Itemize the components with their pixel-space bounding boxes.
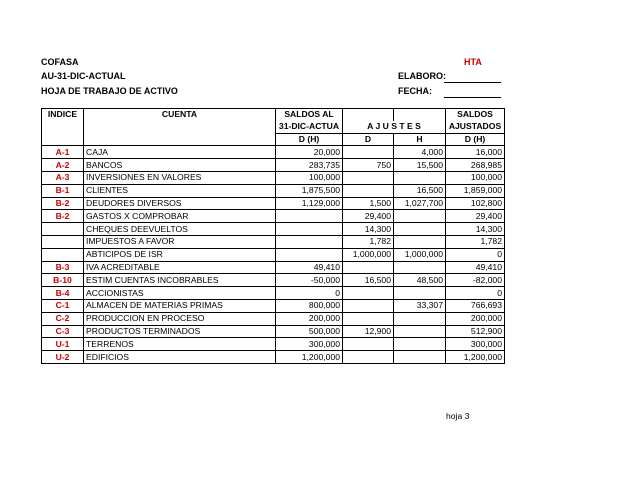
elaboro-label: ELABORO: (398, 71, 446, 81)
table-row (42, 287, 505, 300)
cell-saldo-ajustado[interactable]: 1,782 (446, 235, 505, 248)
cell-ajuste-h[interactable] (394, 338, 446, 351)
col-saldos-al: SALDOS AL (276, 109, 343, 121)
cell-saldo[interactable]: 800,000 (276, 299, 343, 312)
cell-saldo-ajustado[interactable]: 0 (446, 287, 505, 300)
cell-ajuste-h[interactable]: 1,027,700 (394, 197, 446, 210)
cell-saldo-ajustado[interactable]: -82,000 (446, 274, 505, 287)
cell-saldo-ajustado[interactable]: 14,300 (446, 223, 505, 236)
cell-ajuste-d[interactable]: 1,500 (343, 197, 394, 210)
table-row (42, 210, 505, 223)
cell-indice[interactable]: U-1 (42, 338, 84, 351)
company-name: COFASA (41, 57, 79, 67)
cell-cuenta[interactable]: PRODUCCION EN PROCESO (84, 312, 276, 325)
cell-saldo-ajustado[interactable]: 268,985 (446, 159, 505, 172)
table-row (42, 146, 505, 159)
cell-ajuste-h[interactable] (394, 171, 446, 184)
cell-ajuste-h[interactable]: 4,000 (394, 146, 446, 159)
cell-ajuste-d[interactable] (343, 351, 394, 364)
col-saldos: SALDOS (446, 109, 505, 121)
elaboro-line[interactable] (444, 82, 501, 83)
col-ajustados: AJUSTADOS (446, 121, 505, 133)
cell-ajuste-d[interactable] (343, 312, 394, 325)
cell-ajuste-h[interactable] (394, 325, 446, 338)
cell-indice[interactable]: C-3 (42, 325, 84, 338)
cell-saldo[interactable]: 1,200,000 (276, 351, 343, 364)
cell-cuenta[interactable]: CHEQUES DEEVUELTOS (84, 223, 276, 236)
table-row (42, 159, 505, 172)
table-row (42, 261, 505, 274)
worksheet-table (41, 108, 505, 364)
cell-indice[interactable] (42, 223, 84, 236)
cell-ajuste-d[interactable] (343, 146, 394, 159)
cell-ajuste-d[interactable]: 1,000,000 (343, 248, 394, 261)
cell-ajuste-h[interactable] (394, 261, 446, 274)
cell-cuenta[interactable]: CAJA (84, 146, 276, 159)
fecha-label: FECHA: (398, 86, 432, 96)
cell-saldo[interactable] (276, 223, 343, 236)
col-ajustes: A J U S T E S (343, 121, 446, 133)
table-row (42, 299, 505, 312)
cell-cuenta[interactable]: PRODUCTOS TERMINADOS (84, 325, 276, 338)
table-row (42, 248, 505, 261)
cell-cuenta[interactable]: TERRENOS (84, 338, 276, 351)
cell-indice[interactable]: U-2 (42, 351, 84, 364)
cell-saldo[interactable]: 0 (276, 287, 343, 300)
sheet-code: HTA (464, 57, 482, 67)
audit-reference: AU-31-DIC-ACTUAL (41, 71, 126, 81)
cell-saldo[interactable]: 20,000 (276, 146, 343, 159)
cell-cuenta[interactable]: DEUDORES DIVERSOS (84, 197, 276, 210)
cell-cuenta[interactable]: IMPUESTOS A FAVOR (84, 235, 276, 248)
cell-indice[interactable]: A-1 (42, 146, 84, 159)
cell-cuenta[interactable]: ACCIONISTAS (84, 287, 276, 300)
cell-cuenta[interactable]: ABTICIPOS DE ISR (84, 248, 276, 261)
table-row (42, 274, 505, 287)
cell-saldo[interactable] (276, 235, 343, 248)
cell-ajuste-d[interactable] (343, 299, 394, 312)
cell-ajuste-h[interactable]: 15,500 (394, 159, 446, 172)
header-row-3 (42, 133, 505, 146)
cell-saldo[interactable] (276, 248, 343, 261)
cell-ajuste-h[interactable] (394, 223, 446, 236)
cell-ajuste-h[interactable] (394, 351, 446, 364)
cell-cuenta[interactable]: EDIFICIOS (84, 351, 276, 364)
cell-ajuste-d[interactable]: 16,500 (343, 274, 394, 287)
col-indice: INDICE (42, 109, 84, 121)
cell-cuenta[interactable]: IVA ACREDITABLE (84, 261, 276, 274)
fecha-line[interactable] (444, 97, 501, 98)
cell-ajuste-h[interactable]: 16,500 (394, 184, 446, 197)
cell-ajuste-d[interactable] (343, 184, 394, 197)
cell-saldo[interactable]: 1,129,000 (276, 197, 343, 210)
sheet-title: HOJA DE TRABAJO DE ACTIVO (41, 86, 178, 96)
cell-saldo-ajustado[interactable]: 29,400 (446, 210, 505, 223)
cell-saldo-ajustado[interactable]: 1,859,000 (446, 184, 505, 197)
table-row (42, 197, 505, 210)
cell-saldo-ajustado[interactable]: 766,693 (446, 299, 505, 312)
table-row (42, 325, 505, 338)
cell-indice[interactable]: B-2 (42, 197, 84, 210)
cell-saldo-ajustado[interactable]: 0 (446, 248, 505, 261)
table-row (42, 338, 505, 351)
cell-indice[interactable]: A-2 (42, 159, 84, 172)
col-ajustados-dh: D (H) (446, 133, 505, 146)
cell-ajuste-h[interactable] (394, 287, 446, 300)
cell-ajuste-d[interactable]: 750 (343, 159, 394, 172)
cell-saldo[interactable]: 200,000 (276, 312, 343, 325)
cell-indice[interactable]: B-3 (42, 261, 84, 274)
cell-ajuste-d[interactable]: 29,400 (343, 210, 394, 223)
cell-cuenta[interactable]: BANCOS (84, 159, 276, 172)
cell-ajuste-d[interactable] (343, 287, 394, 300)
cell-indice[interactable]: B-1 (42, 184, 84, 197)
cell-saldo-ajustado[interactable]: 512,900 (446, 325, 505, 338)
cell-ajuste-d[interactable]: 14,300 (343, 223, 394, 236)
cell-ajuste-d[interactable]: 12,900 (343, 325, 394, 338)
cell-saldo[interactable]: 300,000 (276, 338, 343, 351)
col-cuenta: CUENTA (84, 109, 276, 121)
cell-ajuste-h[interactable]: 1,000,000 (394, 248, 446, 261)
header-row-1 (42, 109, 505, 121)
cell-ajuste-d[interactable]: 1,782 (343, 235, 394, 248)
col-saldos-date: 31-DIC-ACTUA (276, 121, 343, 133)
cell-cuenta[interactable]: ALMACEN DE MATERIAS PRIMAS (84, 299, 276, 312)
cell-saldo-ajustado[interactable]: 300,000 (446, 338, 505, 351)
cell-saldo[interactable]: 500,000 (276, 325, 343, 338)
cell-indice[interactable]: B-2 (42, 210, 84, 223)
cell-saldo-ajustado[interactable]: 16,000 (446, 146, 505, 159)
cell-cuenta[interactable]: CLIENTES (84, 184, 276, 197)
col-ajustes-d: D (343, 133, 394, 146)
cell-saldo-ajustado[interactable]: 200,000 (446, 312, 505, 325)
cell-saldo[interactable]: 1,875,500 (276, 184, 343, 197)
table-row (42, 312, 505, 325)
cell-ajuste-d[interactable] (343, 338, 394, 351)
cell-saldo-ajustado[interactable]: 100,000 (446, 171, 505, 184)
page-number: hoja 3 (446, 411, 470, 421)
cell-saldo[interactable]: 49,410 (276, 261, 343, 274)
cell-indice[interactable]: A-3 (42, 171, 84, 184)
cell-indice[interactable]: C-2 (42, 312, 84, 325)
cell-saldo[interactable] (276, 210, 343, 223)
table-row (42, 184, 505, 197)
cell-ajuste-h[interactable] (394, 235, 446, 248)
cell-ajuste-h[interactable] (394, 210, 446, 223)
cell-saldo-ajustado[interactable]: 102,800 (446, 197, 505, 210)
table-row (42, 351, 505, 364)
cell-ajuste-h[interactable]: 33,307 (394, 299, 446, 312)
table-row (42, 235, 505, 248)
cell-cuenta[interactable]: ESTIM CUENTAS INCOBRABLES (84, 274, 276, 287)
cell-cuenta[interactable]: INVERSIONES EN VALORES (84, 171, 276, 184)
cell-saldo[interactable]: -50,000 (276, 274, 343, 287)
cell-indice[interactable]: B-4 (42, 287, 84, 300)
cell-saldo[interactable]: 283,735 (276, 159, 343, 172)
cell-indice[interactable]: C-1 (42, 299, 84, 312)
cell-indice[interactable] (42, 248, 84, 261)
cell-cuenta[interactable]: GASTOS X COMPROBAR (84, 210, 276, 223)
cell-ajuste-d[interactable] (343, 171, 394, 184)
cell-saldo[interactable]: 100,000 (276, 171, 343, 184)
col-ajustes-h: H (394, 133, 446, 146)
cell-saldo-ajustado[interactable]: 1,200,000 (446, 351, 505, 364)
cell-saldo-ajustado[interactable]: 49,410 (446, 261, 505, 274)
cell-indice[interactable]: B-10 (42, 274, 84, 287)
cell-indice[interactable] (42, 235, 84, 248)
cell-ajuste-h[interactable] (394, 312, 446, 325)
cell-ajuste-d[interactable] (343, 261, 394, 274)
cell-ajuste-h[interactable]: 48,500 (394, 274, 446, 287)
table-row (42, 223, 505, 236)
col-saldos-dh: D (H) (276, 133, 343, 146)
table-row (42, 171, 505, 184)
header-row-2 (42, 121, 505, 133)
